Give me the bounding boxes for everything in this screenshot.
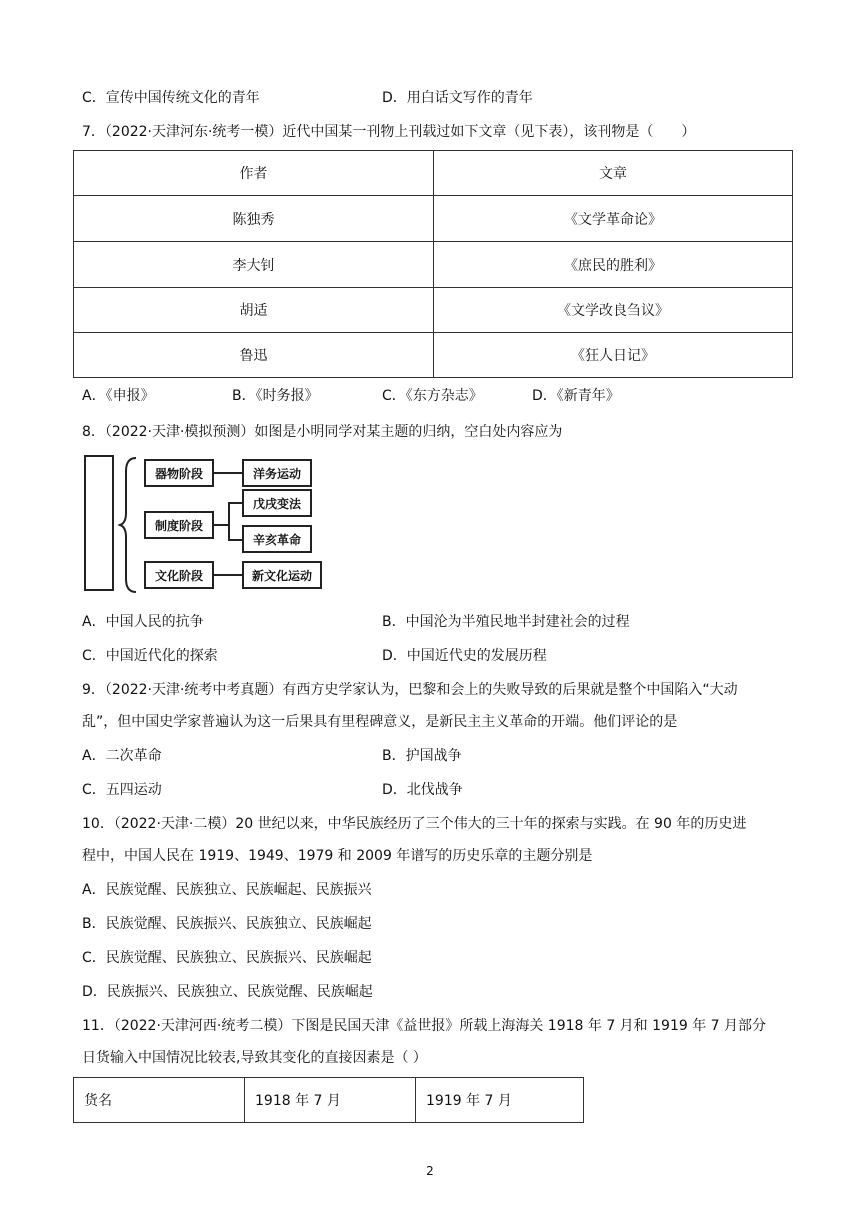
q10-option-a: A．民族觉醒、民族独立、民族崛起、民族振兴 <box>82 882 372 898</box>
q8-option-c: C．中国近代化的探索 <box>82 648 218 664</box>
event-box: 戊戌变法 <box>242 489 312 517</box>
q6-option-c: C．宣传中国传统文化的青年 <box>82 90 260 106</box>
q11-stem-line2: 日货输入中国情况比较表,导致其变化的直接因素是（ ） <box>82 1050 427 1066</box>
blank-box <box>84 455 114 591</box>
q10-stem-line2: 程中，中国人民在 1919、1949、1979 和 2009 年谱写的历史乐章的主题分别是 <box>82 848 593 864</box>
event-box: 洋务运动 <box>242 459 312 487</box>
q7-option-b: B．《时务报》 <box>232 388 319 404</box>
q6-option-d: D．用白话文写作的青年 <box>382 90 533 106</box>
event-box: 辛亥革命 <box>242 525 312 553</box>
q7-cell: 胡适 <box>74 288 434 333</box>
q10-option-b: B．民族觉醒、民族振兴、民族独立、民族崛起 <box>82 916 372 932</box>
q7-cell: 《文学革命论》 <box>434 196 793 242</box>
q7-cell: 《文学改良刍议》 <box>434 288 793 333</box>
q9-option-c: C．五四运动 <box>82 782 162 798</box>
connector <box>228 502 230 540</box>
q7-cell: 李大钊 <box>74 242 434 288</box>
q7-cell: 鲁迅 <box>74 333 434 378</box>
q9-stem-line2: 乱”，但中国史学家普遍认为这一后果具有里程碑意义，是新民主主义革命的开端。他们评论的是 <box>82 714 678 730</box>
q8-option-a: A．中国人民的抗争 <box>82 614 204 630</box>
q7-cell: 陈独秀 <box>74 196 434 242</box>
q8-stem: 8．（2022·天津·模拟预测）如图是小明同学对某主题的归纳，空白处内容应为 <box>82 424 563 440</box>
q7-option-c: C．《东方杂志》 <box>382 388 483 404</box>
q11-header-1918: 1918 年 7 月 <box>245 1078 416 1123</box>
stage-box: 制度阶段 <box>144 511 214 539</box>
brace-icon <box>118 455 142 595</box>
stage-box: 文化阶段 <box>144 561 214 589</box>
connector <box>228 502 242 504</box>
q7-option-a: A．《申报》 <box>82 388 155 404</box>
q7-option-d: D．《新青年》 <box>532 388 620 404</box>
q10-stem-line1: 10．（2022·天津·二模）20 世纪以来，中华民族经历了三个伟大的三十年的探索与实践。在 90 年的历史进 <box>82 816 747 832</box>
q7-table <box>73 150 793 378</box>
q7-header-article: 文章 <box>434 151 793 196</box>
event-box: 新文化运动 <box>242 561 322 589</box>
q7-cell: 《狂人日记》 <box>434 333 793 378</box>
q11-header-1919: 1919 年 7 月 <box>416 1078 584 1123</box>
q8-option-d: D．中国近代史的发展历程 <box>382 648 547 664</box>
q10-option-d: D．民族振兴、民族独立、民族觉醒、民族崛起 <box>82 984 373 1000</box>
q9-stem-line1: 9．（2022·天津·统考中考真题）有西方史学家认为，巴黎和会上的失败导致的后果就是整个中国陷入“大动 <box>82 682 738 698</box>
q8-option-b: B．中国沦为半殖民地半封建社会的过程 <box>382 614 630 630</box>
q11-stem-line1: 11．（2022·天津河西·统考二模）下图是民国天津《益世报》所载上海海关 1918 年 7 月和 1919 年 7 月部分 <box>82 1018 767 1034</box>
page-number: 2 <box>426 1164 434 1178</box>
q11-table <box>73 1077 584 1123</box>
q8-diagram <box>82 455 342 595</box>
q7-header-author: 作者 <box>74 151 434 196</box>
q9-option-d: D．北伐战争 <box>382 782 463 798</box>
connector <box>214 524 228 526</box>
connector <box>228 539 242 541</box>
q10-option-c: C．民族觉醒、民族独立、民族振兴、民族崛起 <box>82 950 372 966</box>
stage-box: 器物阶段 <box>144 459 214 487</box>
connector <box>214 472 242 474</box>
q9-option-a: A．二次革命 <box>82 748 162 764</box>
q7-cell: 《庶民的胜利》 <box>434 242 793 288</box>
q9-option-b: B．护国战争 <box>382 748 462 764</box>
q7-stem: 7．（2022·天津河东·统考一模）近代中国某一刊物上刊载过如下文章（见下表），该刊物是（ ） <box>82 124 696 140</box>
connector <box>214 574 242 576</box>
q11-header-goods: 货名 <box>74 1078 245 1123</box>
